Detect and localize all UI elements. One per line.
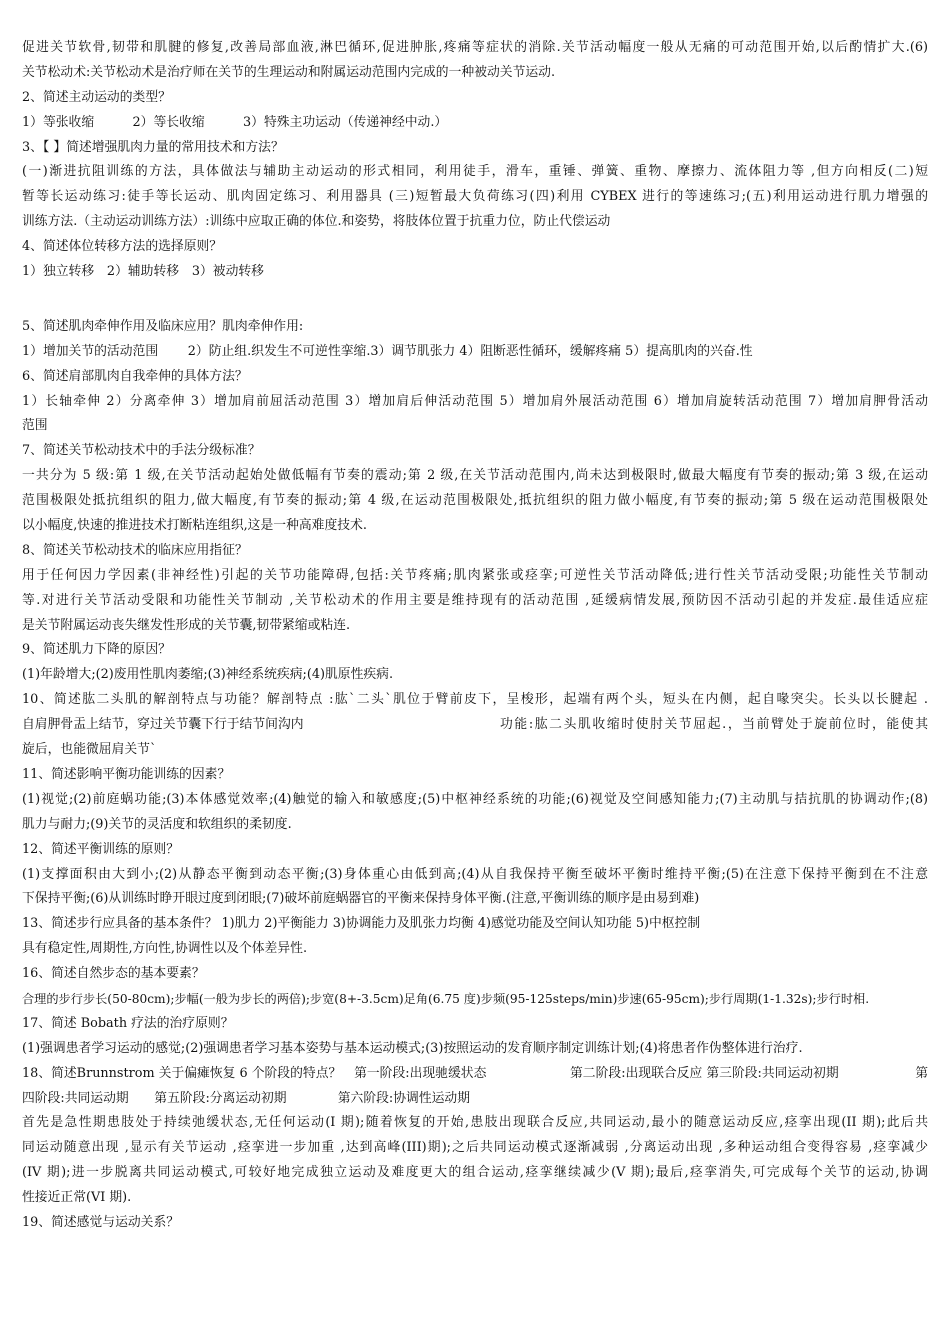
question-heading: 2、简述主动运动的类型？: [22, 89, 171, 105]
question-heading: 13、简述步行应具备的基本条件？ 1)肌力 2)平衡能力 3)协调能力及肌张力均衡 4)感觉功能及空间认知功能 5)中枢控制: [22, 916, 701, 932]
text-line: 暂等长运动练习:徒手等长运动、肌肉固定练习、利用器具 (三)短暂最大负荷练习(四)利用 CYBEX 进行的等速练习;(五)利用运动进行肌力增强的: [22, 189, 928, 205]
text-line: 合理的步行步长(50-80cm);步幅(一般为步长的两倍);步宽(8+-3.5cm)足角(6.75 度)步频(95-125steps/min)步速(65-95cm);步行周期(1-1.32s);步行时相.: [22, 991, 870, 1006]
question-heading: 6、简述肩部肌肉自我牵伸的具体方法？: [22, 368, 248, 384]
text-line: 首先是急性期患肢处于持续弛缓状态,无任何运动(I 期);随着恢复的开始,患肢出现联合反应,共同运动,最小的随意运动反应,痉挛出现(II 期);此后共: [22, 1115, 928, 1131]
question-heading: 9、简述肌力下降的原因？: [22, 642, 171, 658]
text-line: 促进关节软骨,韧带和肌腱的修复,改善局部血液,淋巴循环,促进肿胀,疼痛等症状的消除.关节活动幅度一般从无痛的可动范围开始,以后酌情扩大.(6): [22, 40, 928, 55]
text-segment: 功能:肱二头肌收缩时使肘关节屈起.，当前臂处于旋前位时，能使其: [500, 717, 928, 733]
question-heading: 8、简述关节松动技术的临床应用指征？: [22, 542, 248, 558]
question-heading: 5、简述肌肉牵伸作用及临床应用？肌肉牵伸作用:: [22, 318, 304, 334]
text-line: 范围极限处抵抗组织的阻力,做大幅度,有节奏的振动;第 4 级,在运动范围极限处,抵抗组织的阻力做小幅度,有节奏的振动;第 5 级在运动范围极限处: [22, 493, 928, 509]
question-heading-split: [22, 1062, 928, 1087]
question-heading: 16、简述自然步态的基本要素？: [22, 966, 205, 982]
question-heading: 10、简述肱二头肌的解剖特点与功能？解剖特点 :肱`二头`肌位于臂前皮下，呈梭形，起端有两个头，短头在内侧，起自喙突尖。长头以长腱起 .: [22, 692, 928, 708]
text-line: 一共分为 5 级:第 1 级,在关节活动起始处做低幅有节奏的震动;第 2 级,在关节活动范围内,尚未达到极限时,做最大幅度有节奏的振动;第 3 级,在运动: [22, 468, 928, 484]
text-line-split: [22, 713, 928, 738]
text-line: 关节松动术:关节松动术是治疗师在关节的生理运动和附属运动范围内完成的一种被动关节运动.: [22, 64, 556, 80]
text-line: 1）独立转移 2）辅助转移 3）被动转移: [22, 264, 264, 280]
text-line: 1）等张收缩 2）等长收缩 3）特殊主功运动（传递神经中动.）: [22, 114, 448, 130]
text-line: (1)强调患者学习运动的感觉;(2)强调患者学习基本姿势与基本运动模式;(3)按照运动的发育顺序制定训练计划;(4)将患者作伪整体进行治疗.: [22, 1040, 803, 1056]
text-line: 范围: [22, 418, 48, 434]
text-line: 以小幅度,快速的推进技术打断粘连组织,这是一种高难度技术.: [22, 518, 367, 534]
question-heading: 4、简述体位转移方法的选择原则？: [22, 239, 223, 255]
text-line: 用于任何因力学因素(非神经性)引起的关节功能障碍,包括:关节疼痛;肌肉紧张或痉挛;可逆性关节活动降低;进行性关节活动受限;功能性关节制动: [22, 567, 928, 583]
text-segment: 18、简述Brunnstrom 关于偏瘫恢复 6 个阶段的特点？ 第一阶段:出现驰缓状态: [22, 1065, 487, 1081]
text-line: (一)渐进抗阻训练的方法，具体做法与辅助主动运动的形式相同，利用徒手，滑车，重锤、弹簧、重物、摩擦力、流体阻力等 ,但方向相反(二)短: [22, 164, 928, 180]
question-heading: 12、简述平衡训练的原则？: [22, 841, 180, 857]
text-segment: 自肩胛骨盂上结节，穿过关节囊下行于结节间沟内: [22, 717, 304, 733]
question-heading: 19、简述感觉与运动关系？: [22, 1214, 180, 1230]
text-segment: 第二阶段:出现联合反应 第三阶段:共同运动初期: [570, 1065, 839, 1081]
text-line: (1)年龄增大;(2)废用性肌肉萎缩;(3)神经系统疾病;(4)肌原性疾病.: [22, 667, 394, 683]
text-line: 训练方法.（主动运动训练方法）:训练中应取正确的体位.和姿势，将肢体位置于抗重力位，防止代偿运动: [22, 214, 611, 230]
question-heading: 3、【 】简述增强肌肉力量的常用技术和方法？: [22, 139, 284, 155]
text-line: 是关节附属运动丧失继发性形成的关节囊,韧带紧缩或粘连.: [22, 617, 351, 633]
text-line: (IV 期);进一步脱离共同运动模式,可较好地完成独立运动及难度更大的组合运动,痉挛继续减少(V 期);最后,痉挛消失,可完成每个关节的运动,协调: [22, 1165, 928, 1181]
text-line: 旋后，也能微屈肩关节`: [22, 742, 157, 758]
text-line: 性接近正常(VI 期).: [22, 1190, 132, 1206]
text-segment: 第: [915, 1065, 928, 1081]
text-line: 具有稳定性,周期性,方向性,协调性以及个体差异性.: [22, 941, 308, 957]
question-heading: 7、简述关节松动技术中的手法分级标准？: [22, 443, 261, 459]
text-line: 1）增加关节的活动范围 2）防止组.织发生不可逆性挛缩.3）调节肌张力 4）阻断恶性循环，缓解疼痛 5）提高肌肉的兴奋.性: [22, 343, 753, 359]
question-heading: 17、简述 Bobath 疗法的治疗原则？: [22, 1015, 234, 1031]
text-line: 同运动随意出现 ,显示有关节运动 ,痉挛进一步加重 ,达到高峰(III)期);之后共同运动模式逐渐减弱 ,分离运动出现 ,多种运动组合变得容易 ,痉挛减少: [22, 1140, 928, 1156]
text-line: 等.对进行关节活动受限和功能性关节制动 ,关节松动术的作用主要是维持现有的活动范围 ,延缓病情发展,预防因不活动引起的并发症.最佳适应症: [22, 592, 928, 608]
text-line: (1)视觉;(2)前庭蜗功能;(3)本体感觉效率;(4)触觉的输入和敏感度;(5)中枢神经系统的功能;(6)视觉及空间感知能力;(7)主动肌与拮抗肌的协调动作;(8): [22, 791, 928, 807]
text-line: 1）长轴牵伸 2）分离牵伸 3）增加肩前屈活动范围 3）增加肩后伸活动范围 5）增加肩外展活动范围 6）增加肩旋转活动范围 7）增加肩胛骨活动: [22, 393, 928, 409]
text-line: 下保持平衡;(6)从训练时睁开眼过度到闭眼;(7)破坏前庭蜗器官的平衡来保持身体平衡.(注意,平衡训练的顺序是由易到难): [22, 891, 700, 907]
question-heading: 11、简述影响平衡功能训练的因素？: [22, 766, 231, 782]
text-line: (1)支撑面积由大到小;(2)从静态平衡到动态平衡;(3)身体重心由低到高;(4)从自我保持平衡至破坏平衡时维持平衡;(5)在注意下保持平衡到在不注意: [22, 866, 928, 882]
text-line: 肌力与耐力;(9)关节的灵活度和软组织的柔韧度.: [22, 816, 292, 832]
document-page: [22, 36, 928, 1236]
text-line: 四阶段:共同运动期 第五阶段:分离运动初期 第六阶段:协调性运动期: [22, 1090, 471, 1106]
blank-line: [22, 285, 928, 315]
